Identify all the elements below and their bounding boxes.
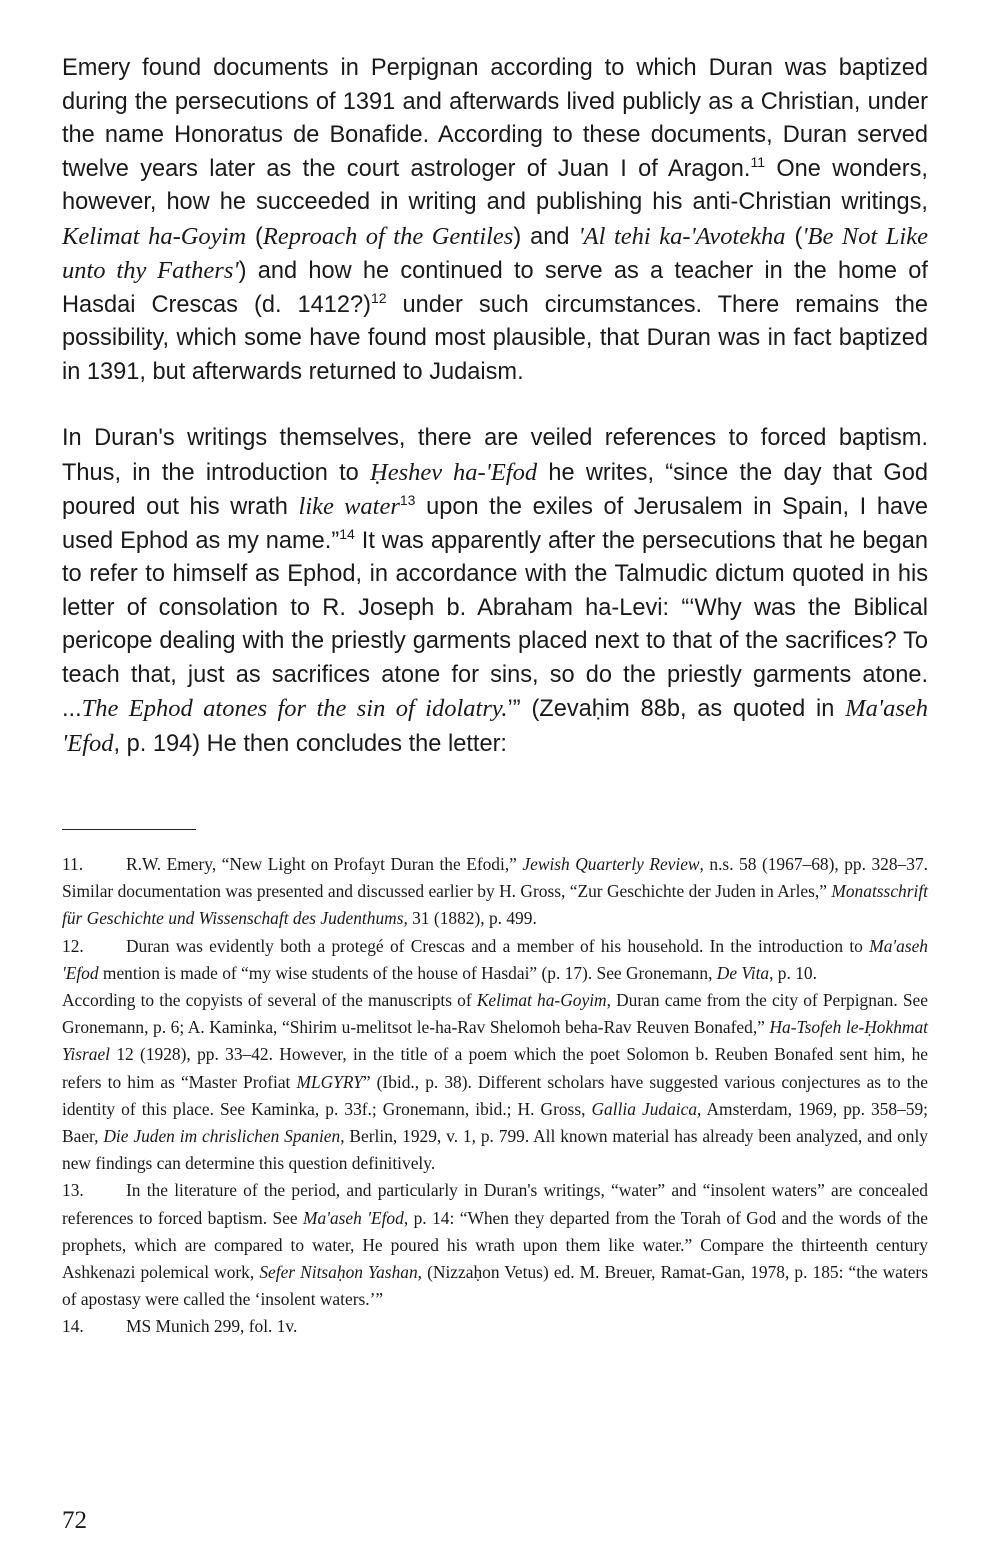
footnote-11 [62, 851, 928, 933]
text-run: , Duran came from the city of Perpignan. See Gronemann, p. 6; A. Kaminka, “Shirim u-melitsot le-ha-Rav Shelomoh beha-Rav Reuven Bonafed,” [62, 990, 928, 1038]
title-heshev-ha-efod: Ḥeshev ha-'Efod [370, 458, 538, 486]
text-run: under such circumstances. There remains the possibility, which some have found most plausible, that Duran was in fact baptized in 1391, but afterwards returned to Judaism. [62, 291, 928, 385]
text-run: ) and how he continued to serve as a teacher in the home of Hasdai Crescas (d. 1412?) [62, 258, 928, 318]
text-run: MS Munich 299, fol. 1v. [126, 1316, 298, 1337]
text-run: It was apparently after the persecutions that he began to refer to himself as Ephod, in accordance with the Talmudic dictum quoted in his letter of consolation to R. Joseph b. Abraham ha-Levi: “‘Why was the Biblical pericope dealing with the priestly garments placed next to that of the sacrifices? To teach that, just as sacrifices atone for sins, so do the priestly garments atone. ... [62, 527, 928, 722]
footnote-divider [62, 829, 196, 830]
footnote-number: 11. [62, 854, 84, 874]
title-maaseh-efod: Ma'aseh 'Efod [62, 935, 928, 983]
title-maaseh-efod: Ma'aseh 'Efod [62, 695, 928, 757]
main-text [62, 52, 928, 761]
footnote-ref-12[interactable]: 12 [370, 289, 387, 306]
text-run: , Amsterdam, 1969, pp. 358–59; Baer, [62, 1098, 928, 1147]
text-run: In Duran's writings themselves, there are veiled references to forced baptism. Thus, in the introduction to [62, 425, 928, 486]
paragraph-1 [62, 52, 928, 389]
text-run: , p. 14: “When they departed from the Torah of God and the words of the prophets, which are compared to water, He poured his wrath upon them like water.” Compare the thirteenth century Ashkenazi polemical work, [62, 1207, 928, 1283]
footnote-number: 12. [62, 935, 84, 956]
footnote-13 [62, 1177, 928, 1313]
footnote-12 [62, 933, 928, 987]
text-run: ” (Ibid., p. 38). Different scholars have suggested various conjectures as to the identity of this place. See Kaminka, p. 33f.; Gronemann, ibid.; H. Gross, [62, 1071, 928, 1119]
text-run: R.W. Emery, “New Light on Profayt Duran the Efodi,” [126, 854, 523, 874]
text-run: ’” (Zevaḥim 88b, as quoted in [507, 696, 846, 722]
emphasis-like-water: like water [298, 493, 400, 520]
footnote-ref-14[interactable]: 14 [339, 525, 355, 542]
footnotes [62, 851, 928, 1341]
text-run: According to the copyists of several of the manuscripts of [62, 990, 477, 1011]
text-run: ( [785, 223, 803, 250]
title-reproach-of-gentiles: Reproach of the Gentiles [262, 222, 514, 250]
text-run: upon the exiles of Jerusalem in Spain, I have used Ephod as my name.” [62, 494, 929, 554]
text-run: In the literature of the period, and particularly in Duran's writings, “water” and “insolent waters” are concealed references to forced baptism. See [62, 1180, 928, 1228]
title-gallia-judaica: Gallia Judaica [591, 1098, 698, 1119]
title-kelimat-ha-goyim: Kelimat ha-Goyim [62, 222, 247, 250]
footnote-ref-13[interactable]: 13 [399, 492, 416, 509]
footnote-number: 13. [62, 1180, 84, 1201]
text-run: mention is made of “my wise students of the house of Hasdai” (p. 17). See Gronemann, [98, 962, 717, 983]
text-run: , (Nizzaḥon Vetus) ed. M. Breuer, Ramat-Gan, 1978, p. 185: “the waters of apostasy were called the ‘insolent waters.’” [62, 1262, 928, 1310]
footnote-number: 14. [62, 1316, 84, 1337]
paragraph-2 [62, 422, 928, 761]
text-run: One wonders, however, how he succeeded in writing and publishing his anti-Christian writings, [62, 155, 928, 215]
footnote-14 [62, 1313, 928, 1340]
text-run: ( [246, 223, 263, 250]
title-jqr: Jewish Quarterly Review [522, 854, 700, 874]
text-run: 12 (1928), pp. 33–42. However, in the title of a poem which the poet Solomon b. Reuben Bonafed sent him, he refers to him as “Master Profiat [62, 1044, 928, 1092]
emphasis-ephod-atones: The Ephod atones for the sin of idolatry. [81, 695, 508, 722]
text-run: 31 (1882), p. 499. [407, 908, 537, 929]
title-sefer-nitsahon: Sefer Nitsaḥon Yashan [259, 1262, 418, 1283]
text-run: , Berlin, 1929, v. 1, p. 799. All known material has already been analyzed, and only new findings can determine this question definitively. [62, 1126, 929, 1174]
page-number: 72 [62, 1507, 87, 1534]
title-de-vita: De Vita [716, 962, 770, 983]
text-run: Duran was evidently both a protegé of Crescas and a member of his household. In the introduction to [126, 935, 870, 956]
text-run: , p. 194) He then concludes the letter: [113, 730, 507, 757]
text-run: Emery found documents in Perpignan according to which Duran was baptized during the persecutions of 1391 and afterwards lived publicly as a Christian, under the name Honoratus de Bonafide. According to these documents, Duran served twelve years later as the court astrologer of Juan I of Aragon. [62, 55, 928, 182]
title-kelimat-ha-goyim: Kelimat ha-Goyim [476, 990, 607, 1011]
footnote-ref-11[interactable]: 11 [750, 153, 766, 170]
text-run: , n.s. 58 (1967–68), pp. 328–37. Similar documentation was presented and discussed earlier by H. Gross, “Zur Geschichte der Juden in Arles,” [62, 854, 928, 902]
title-be-not-like: 'Be Not Like unto thy Fathers' [62, 222, 928, 284]
text-run: he writes, “since the day that God poured out his wrath [62, 459, 928, 520]
title-maaseh-efod: Ma'aseh 'Efod [303, 1207, 404, 1228]
text-run: ) and [513, 223, 579, 250]
emphasis-mlgyry: MLGYRY [296, 1071, 363, 1092]
title-al-tehi: 'Al tehi ka-'Avotekha [578, 222, 786, 250]
title-monatsschrift: Monatsschrift für Geschichte und Wissenschaft des Judenthums, [62, 881, 928, 929]
title-die-juden: Die Juden im chrislichen Spanien [103, 1126, 341, 1147]
text-run: , p. 10. [769, 962, 817, 983]
footnote-12-continued [62, 987, 928, 1177]
title-ha-tsofeh: Ha-Tsofeh le-Ḥokhmat Yisrael [62, 1017, 928, 1065]
